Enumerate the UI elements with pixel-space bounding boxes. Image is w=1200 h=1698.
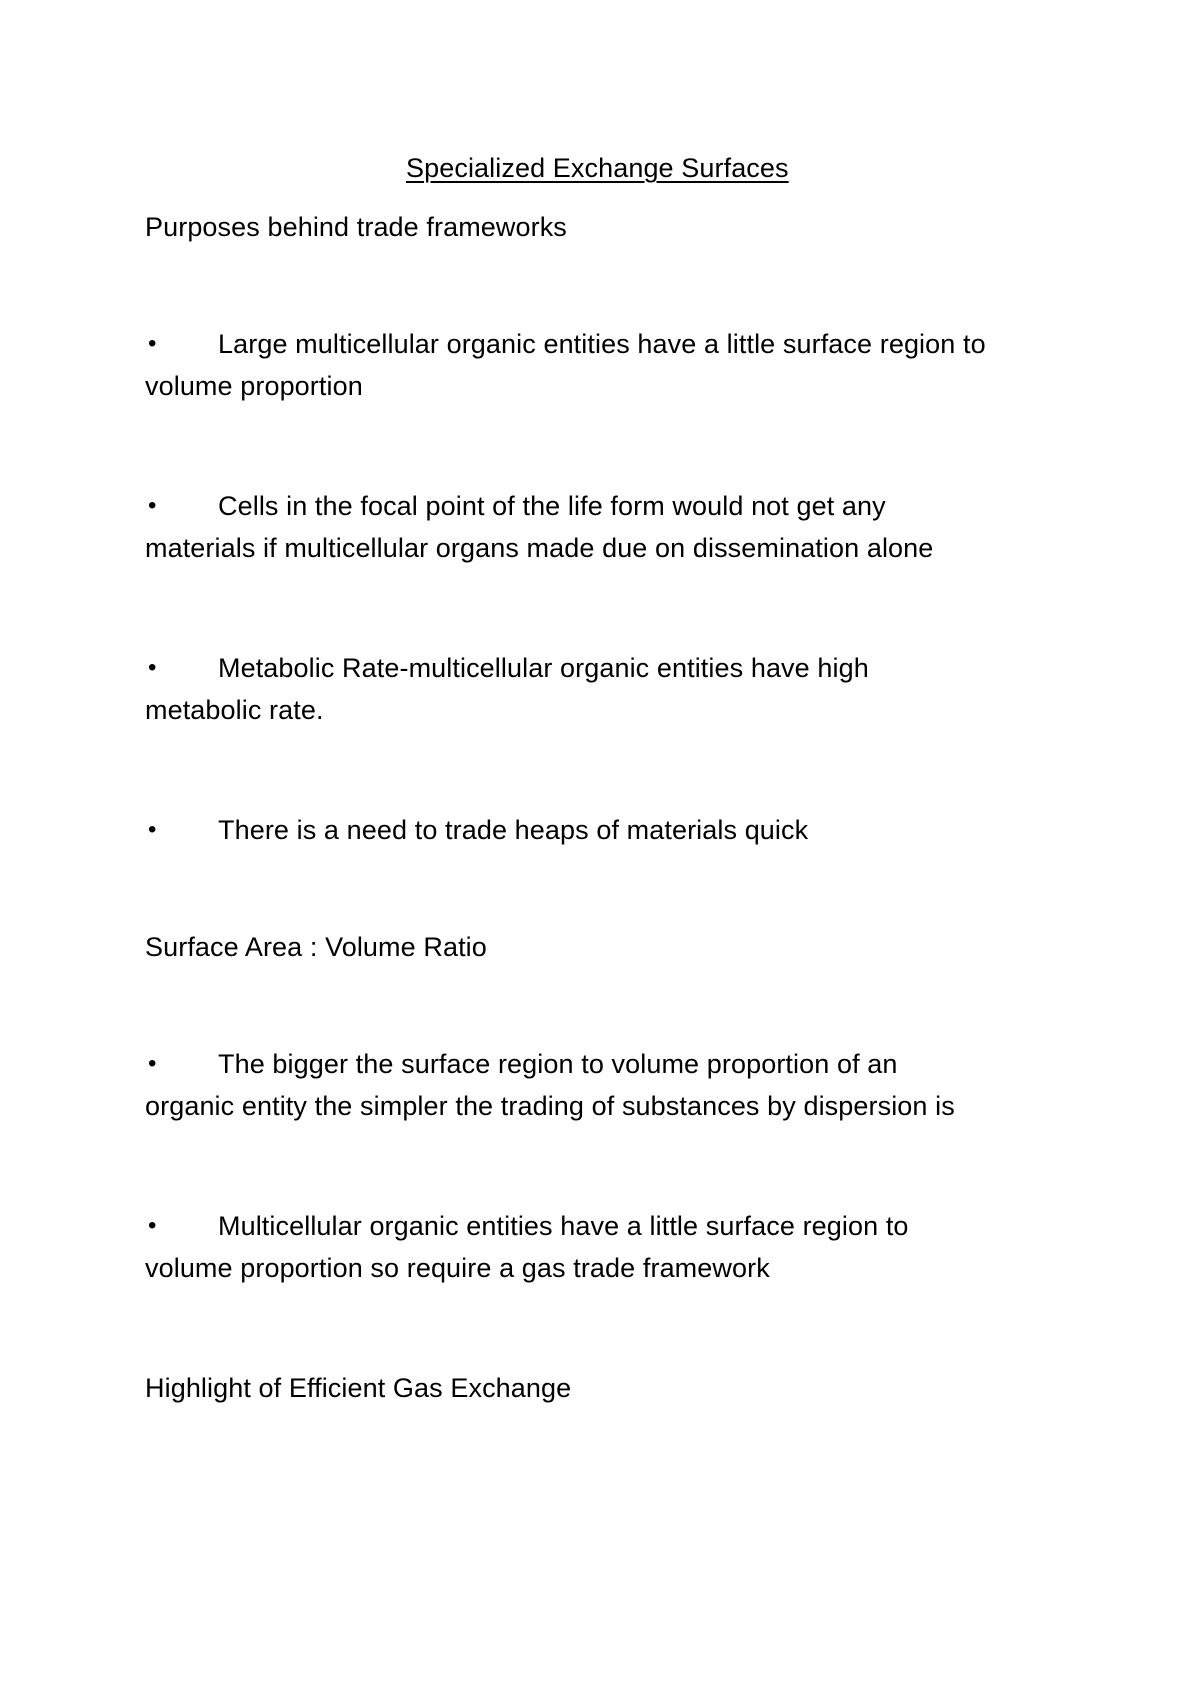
section-heading: Surface Area : Volume Ratio (145, 932, 487, 962)
bullet-text: Cells in the focal point of the life form would not get any (218, 491, 886, 521)
bullet-text-continuation: organic entity the simpler the trading of substances by dispersion is (145, 1091, 955, 1121)
bullet-text-continuation: metabolic rate. (145, 695, 324, 725)
section-heading: Purposes behind trade frameworks (145, 212, 567, 242)
bullet-text: Multicellular organic entities have a little surface region to (218, 1211, 909, 1241)
section-heading: Highlight of Efficient Gas Exchange (145, 1373, 572, 1403)
bullet-marker: • (148, 1050, 157, 1077)
page-title: Specialized Exchange Surfaces (406, 153, 789, 183)
bullet-marker: • (148, 816, 157, 843)
bullet-text: The bigger the surface region to volume proportion of an (218, 1049, 898, 1079)
bullet-marker: • (148, 654, 157, 681)
bullet-text-continuation: materials if multicellular organs made due on dissemination alone (145, 533, 934, 563)
bullet-text: Metabolic Rate-multicellular organic entities have high (218, 653, 869, 683)
bullet-text-continuation: volume proportion (145, 371, 363, 401)
bullet-marker: • (148, 330, 157, 357)
bullet-text-continuation: volume proportion so require a gas trade framework (145, 1253, 770, 1283)
bullet-text: Large multicellular organic entities have a little surface region to (218, 329, 986, 359)
bullet-marker: • (148, 1212, 157, 1239)
bullet-text: There is a need to trade heaps of materials quick (218, 815, 809, 845)
bullet-marker: • (148, 492, 157, 519)
